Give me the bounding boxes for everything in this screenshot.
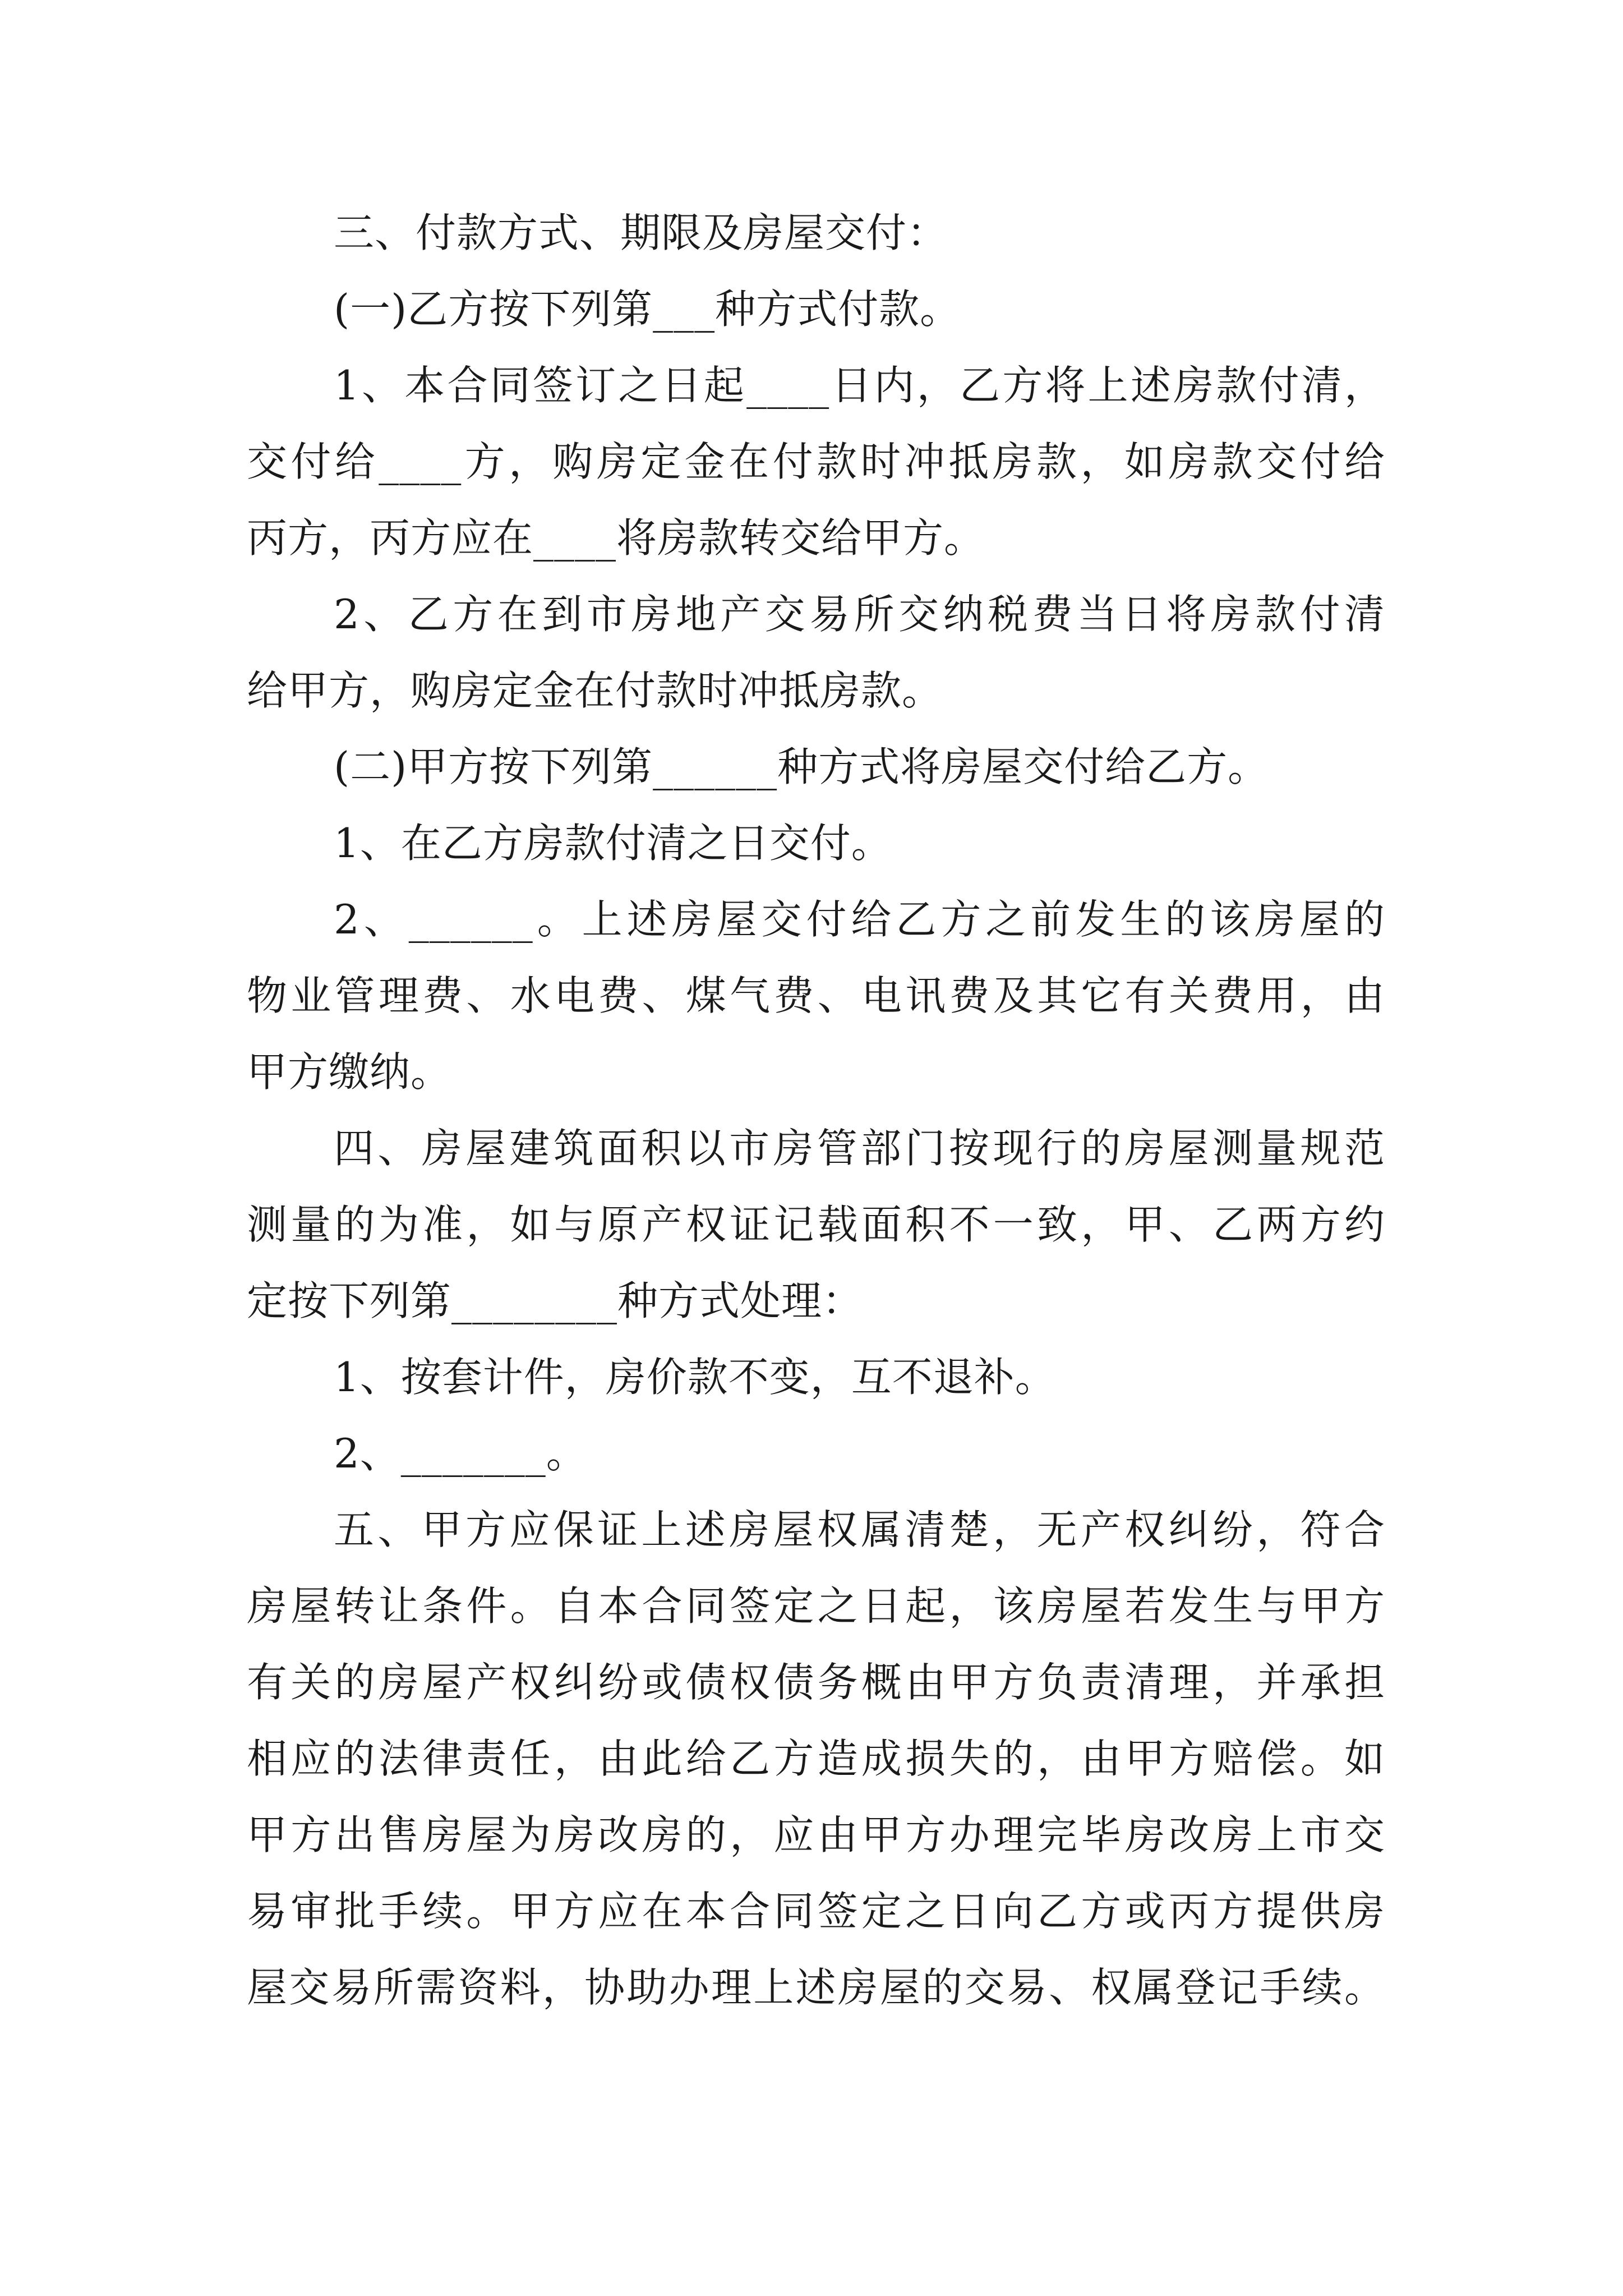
paragraph-line: 2、_______。 (334, 1430, 587, 1477)
paragraph-line: 2、______。上述房屋交付给乙方之前发生的该房屋的 (334, 896, 1385, 943)
paragraph-line: 丙方，丙方应在____将房款转交给甲方。 (247, 514, 985, 562)
paragraph-line: 定按下列第________种方式处理： (247, 1277, 864, 1324)
paragraph-line: 易审批手续。甲方应在本合同签定之日向乙方或丙方提供房 (247, 1888, 1385, 1935)
paragraph-line: (二)甲方按下列第______种方式将房屋交付给乙方。 (334, 743, 1269, 790)
paragraph-line: 甲方出售房屋为房改房的，应由甲方办理完毕房改房上市交 (247, 1811, 1385, 1858)
paragraph-line: 有关的房屋产权纠纷或债权债务概由甲方负责清理，并承担 (247, 1659, 1385, 1706)
section-heading: 三、付款方式、期限及房屋交付： (334, 209, 948, 256)
paragraph-line: 屋交易所需资料，协助办理上述房屋的交易、权属登记手续。 (247, 1964, 1385, 2011)
paragraph-line: 相应的法律责任，由此给乙方造成损失的，由甲方赔偿。如 (247, 1735, 1385, 1782)
paragraph-line: (一)乙方按下列第___种方式付款。 (334, 286, 961, 333)
paragraph-line: 物业管理费、水电费、煤气费、电讯费及其它有关费用，由 (247, 972, 1385, 1019)
paragraph-line: 1、按套计件，房价款不变，互不退补。 (334, 1354, 1056, 1401)
paragraph-line: 交付给____方，购房定金在付款时冲抵房款，如房款交付给 (247, 438, 1385, 485)
section-heading: 五、甲方应保证上述房屋权属清楚，无产权纠纷，符合 (334, 1506, 1385, 1553)
paragraph-line: 2、乙方在到市房地产交易所交纳税费当日将房款付清 (334, 591, 1385, 638)
paragraph-line: 1、本合同签订之日起____日内，乙方将上述房款付清， (334, 362, 1385, 409)
paragraph-line: 测量的为准，如与原产权证记载面积不一致，甲、乙两方约 (247, 1201, 1385, 1248)
paragraph-line: 房屋转让条件。自本合同签定之日起，该房屋若发生与甲方 (247, 1582, 1385, 1630)
paragraph-line: 给甲方，购房定金在付款时冲抵房款。 (247, 667, 943, 714)
section-heading: 四、房屋建筑面积以市房管部门按现行的房屋测量规范 (334, 1125, 1385, 1172)
paragraph-line: 1、在乙方房款付清之日交付。 (334, 820, 892, 867)
paragraph-line: 甲方缴纳。 (247, 1048, 452, 1096)
